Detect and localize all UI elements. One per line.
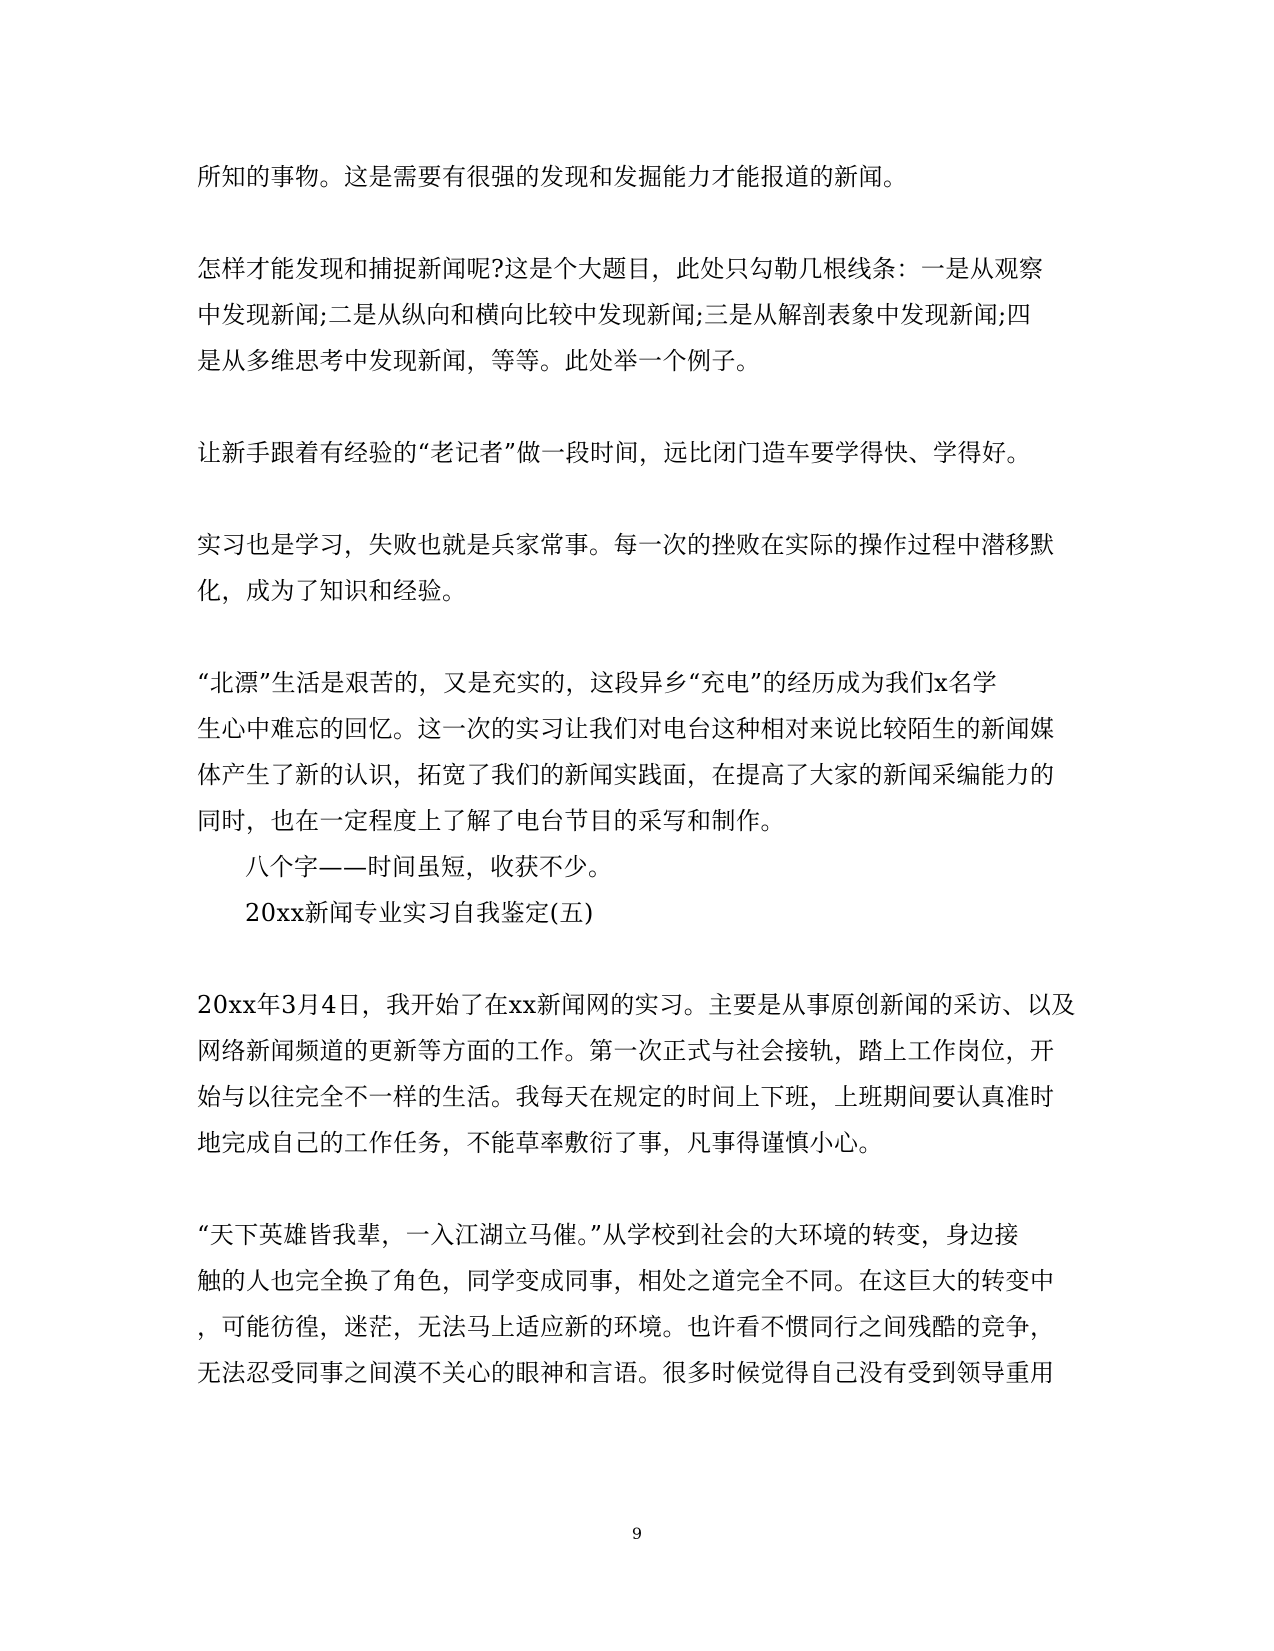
- text-line: 触的人也完全换了角色，同学变成同事，相处之道完全不同。在这巨大的转变中: [197, 1267, 1055, 1295]
- text-line: 地完成自己的工作任务，不能草率敷衍了事，凡事得谨慎小心。: [197, 1129, 883, 1157]
- text-line: 无法忍受同事之间漠不关心的眼神和言语。很多时候觉得自己没有受到领导重用: [197, 1359, 1055, 1387]
- text-line: 同时，也在一定程度上了解了电台节目的采写和制作。: [197, 807, 785, 835]
- text-line: “北漂”生活是艰苦的，又是充实的，这段异乡“充电”的经历成为我们x名学: [197, 669, 998, 697]
- text-line: 始与以往完全不一样的生活。我每天在规定的时间上下班，上班期间要认真准时: [197, 1083, 1055, 1111]
- text-line: 体产生了新的认识，拓宽了我们的新闻实践面，在提高了大家的新闻采编能力的: [197, 761, 1055, 789]
- text-line: 怎样才能发现和捕捉新闻呢?这是个大题目，此处只勾勒几根线条：一是从观察: [197, 255, 1044, 283]
- page-number: 9: [631, 1524, 643, 1543]
- text-line: 生心中难忘的回忆。这一次的实习让我们对电台这种相对来说比较陌生的新闻媒: [197, 715, 1055, 743]
- text-line: “天下英雄皆我辈，一入江湖立马催。”从学校到社会的大环境的转变，身边接: [197, 1221, 1020, 1249]
- text-line: 实习也是学习，失败也就是兵家常事。每一次的挫败在实际的操作过程中潜移默: [197, 531, 1055, 559]
- text-line: 让新手跟着有经验的“老记者”做一段时间，远比闭门造车要学得快、学得好。: [197, 439, 1032, 467]
- text-line: 所知的事物。这是需要有很强的发现和发掘能力才能报道的新闻。: [197, 163, 908, 191]
- text-line: 是从多维思考中发现新闻，等等。此处举一个例子。: [197, 347, 761, 375]
- text-line: ，可能彷徨，迷茫，无法马上适应新的环境。也许看不惯同行之间残酷的竞争，: [197, 1313, 1055, 1341]
- text-line: 中发现新闻;二是从纵向和横向比较中发现新闻;三是从解剖表象中发现新闻;四: [197, 301, 1032, 329]
- text-line: 八个字——时间虽短，收获不少。: [245, 853, 613, 881]
- text-line: 网络新闻频道的更新等方面的工作。第一次正式与社会接轨，踏上工作岗位，开: [197, 1037, 1055, 1065]
- section-heading: 20xx新闻专业实习自我鉴定(五): [245, 899, 594, 927]
- text-line: 化，成为了知识和经验。: [197, 577, 467, 605]
- text-line: 20xx年3月4日，我开始了在xx新闻网的实习。主要是从事原创新闻的采访、以及: [197, 991, 1076, 1019]
